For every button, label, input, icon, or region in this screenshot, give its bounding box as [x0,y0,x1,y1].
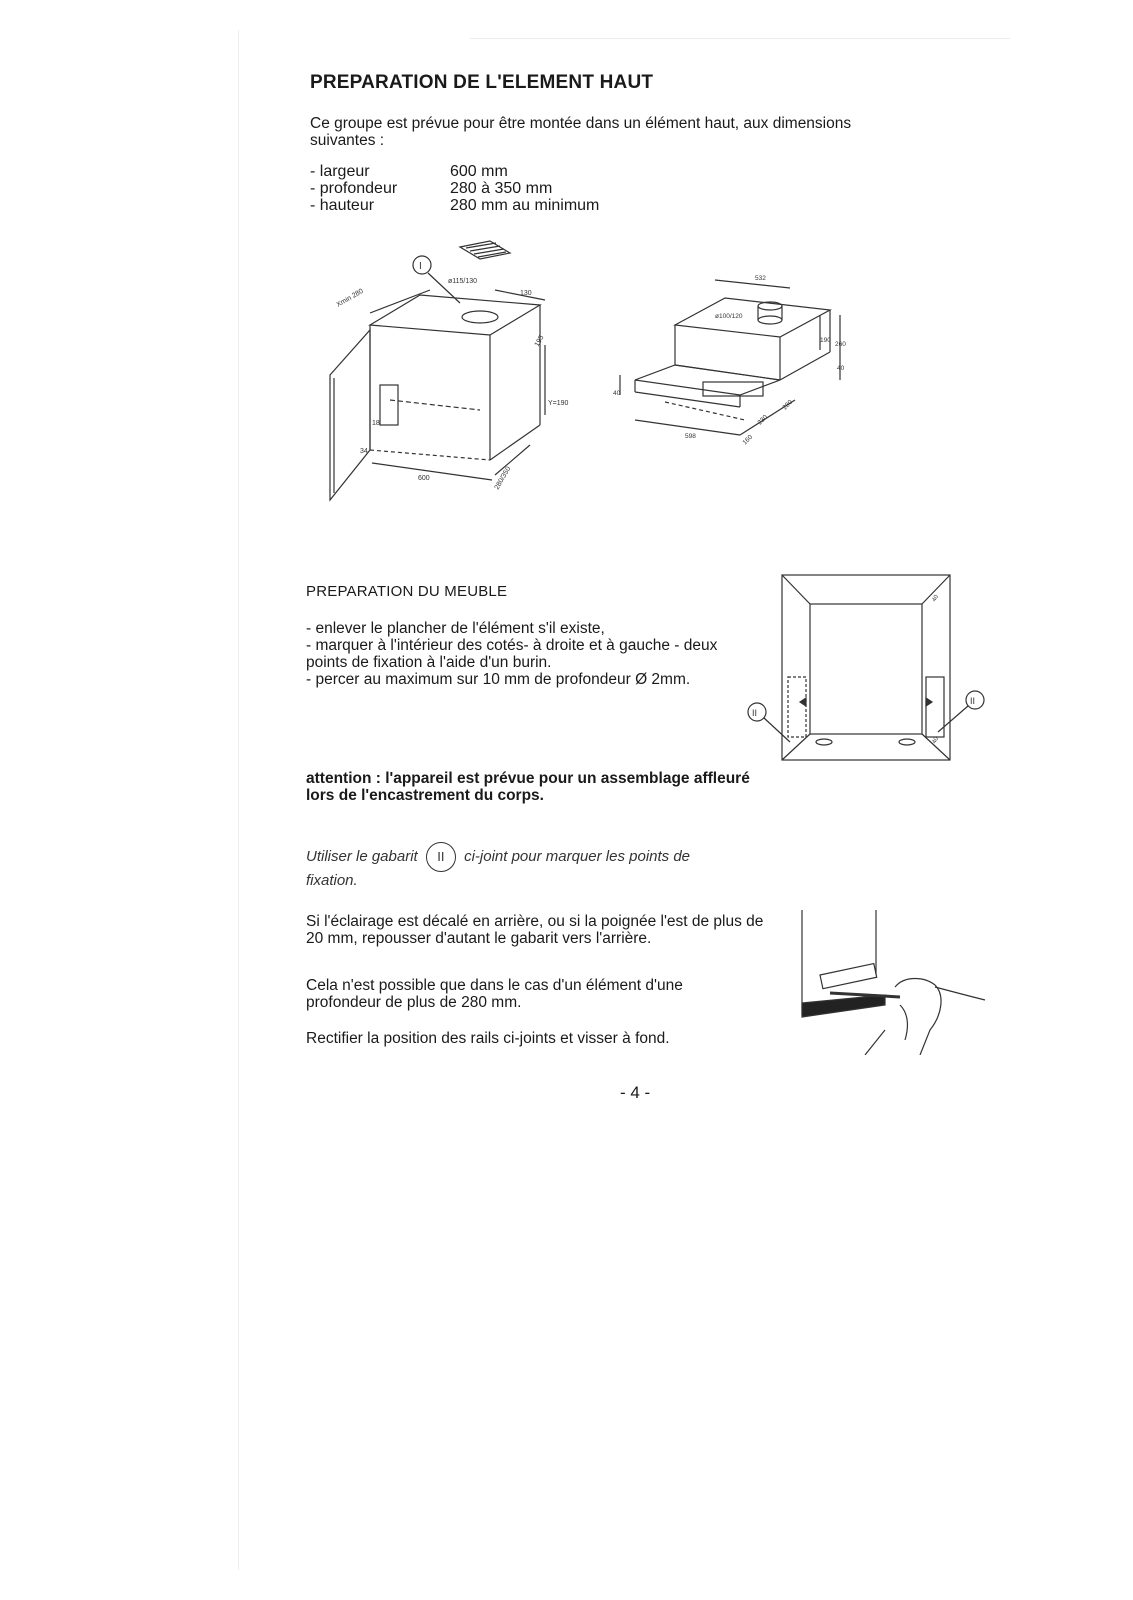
cabinet-diagram [320,235,580,505]
dimension-label: Y=190 [548,400,569,407]
dimension-value: 280 mm au minimum [450,197,600,214]
dimension-row [310,197,599,214]
dimension-value: 280 à 350 mm [450,180,553,197]
attention-note: attention : l'appareil est prévue pour un assemblage affleuré lors de l'encastrement du corps. [306,770,750,804]
dimension-label: 40 [613,390,621,397]
scan-top-edge [470,38,1010,39]
dimension-label: 130 [520,290,532,297]
dimension-label: ø115/130 [448,278,478,285]
screwing-rail-diagram [790,905,990,1055]
paragraph: Si l'éclairage est décalé en arrière, ou si la poignée l'est de plus de 20 mm, repousser d'autant le gabarit vers l'arrière. [306,913,764,947]
dimension-label: 40 [931,594,941,603]
dimension-label: - largeur [310,163,370,180]
paragraph: Rectifier la position des rails ci-joints et visser à fond. [306,1030,670,1047]
step-item: - percer au maximum sur 10 mm de profondeur Ø 2mm. [306,671,691,688]
preparation-steps [306,620,736,688]
dimension-label: 34 [360,448,368,455]
dimension-label: 230 [756,413,770,427]
dimension-label: Xmin 280 [335,287,365,309]
step-item: - marquer à l'intérieur des cotés- à droite et à gauche - deux points de fixation à l'aide d'un burin. [306,637,718,671]
dimension-label: 260 [835,341,846,348]
dimension-row [310,163,599,180]
dimension-label: 280 [781,398,795,412]
gabarit-note [306,842,736,890]
dimension-value: 600 mm [450,163,508,180]
intro-text: Ce groupe est prévue pour être montée dans un élément haut, aux dimensions suivantes : [310,115,852,149]
scan-edge [238,30,239,1570]
marker-label: II [970,696,976,706]
gabarit-text-after: ci-joint pour marquer les points de fixation. [306,847,691,889]
interior-diagram [742,572,992,767]
vent-grille-icon [460,241,510,259]
dimension-label: 190 [820,337,831,344]
marker-label: I [419,261,422,272]
dimension-label: 280/350 [493,465,513,491]
dimension-label: ø100/120 [715,313,743,320]
dimension-label: 160 [741,433,755,447]
gabarit-text-before: Utiliser le gabarit [306,847,418,865]
dimension-label: 600 [418,475,430,482]
step-item: - enlever le plancher de l'élément s'il existe, [306,620,605,637]
marker-label: II [752,708,758,718]
dimension-label: 598 [685,433,696,440]
section-heading: PREPARATION DU MEUBLE [306,583,508,600]
paragraph: Cela n'est possible que dans le cas d'un élément d'une profondeur de plus de 280 mm. [306,977,683,1011]
dimension-row [310,180,599,197]
dimension-label: 532 [755,275,766,282]
hood-diagram [605,270,855,470]
dimension-label: 40 [837,365,845,372]
dimension-label: 195 [533,334,546,348]
dimension-label: 18 [372,420,380,427]
dimensions-list [310,163,599,214]
dimension-label: - hauteur [310,197,375,214]
dimension-label: 40 [931,736,941,745]
dimension-label: - profondeur [310,180,398,197]
page-title: PREPARATION DE L'ELEMENT HAUT [310,72,654,93]
gabarit-marker: II [426,842,456,872]
page-number: - 4 - [620,1083,651,1102]
